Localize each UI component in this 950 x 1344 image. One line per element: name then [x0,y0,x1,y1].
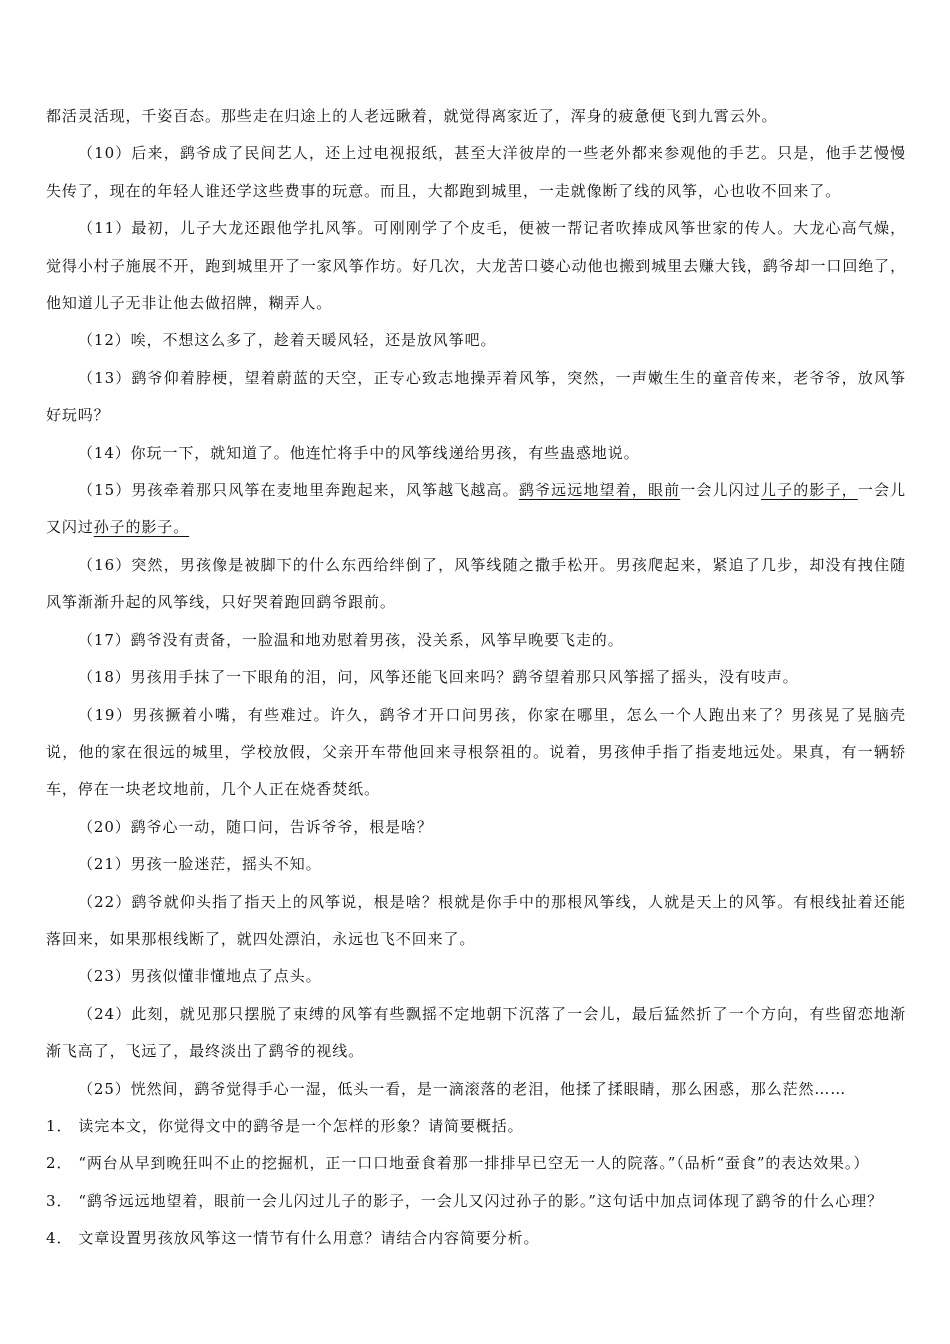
paragraph-23: （23）男孩似懂非懂地点了点头。 [78,967,322,986]
question-4 [46,1220,906,1257]
paragraph-21: （21）男孩一脸迷茫，摇头不知。 [78,855,322,874]
question-3 [46,1183,906,1220]
paragraph-15 [46,472,906,547]
paragraph-22: （22）鹞爷就仰头指了指天上的风筝说，根是啥？根就是你手中的那根风筝线，人就是天上的风筝。有根线扯着还能落回来，如果那根线断了，就四处漂泊，永远也飞不回来了。 [46,892,906,948]
paragraph-14: （14）你玩一下，就知道了。他连忙将手中的风筝线递给男孩，有些蛊惑地说。 [78,443,640,462]
question-number: 1． [46,1116,73,1135]
paragraph-19: （19）男孩撅着小嘴，有些难过。许久，鹞爷才开口问男孩，你家在哪里，怎么一个人跑出来了？男孩晃了晃脑壳说，他的家在很远的城里，学校放假，父亲开车带他回来寻根祭祖的。说着，男孩伸手指了指麦地远处。果真，有一辆轿车，停在一块老坟地前，几个人正在烧香焚纸。 [46,705,906,799]
paragraph-9-continued: 都活灵活现，千姿百态。那些走在归途上的人老远瞅着，就觉得离家近了，浑身的疲惫便飞到九霄云外。 [46,107,778,125]
paragraph-25: （25）恍然间，鹞爷觉得手心一湿，低头一看，是一滴滚落的老泪，他揉了揉眼睛，那么困惑，那么茫然…… [78,1079,847,1098]
paragraph-20: （20）鹞爷心一动，随口问，告诉爷爷，根是啥？ [78,817,433,836]
question-number: 3． [46,1191,73,1210]
paragraph-15-text-c: 一会儿又闪过 [46,481,906,537]
paragraph-24: （24）此刻，就见那只摆脱了束缚的风筝有些飘摇不定地朝下沉落了一会儿，最后猛然折了一个方向，有些留恋地渐渐飞高了，飞远了，最终淡出了鹞爷的视线。 [46,1004,906,1061]
paragraph-15-text-a: （15）男孩牵着那只风筝在麦地里奔跑起来，风筝越飞越高。 [78,481,519,500]
paragraph-16: （16）突然，男孩像是被脚下的什么东西给绊倒了，风筝线随之撒手松开。男孩爬起来，紧追了几步，却没有拽住随风筝渐渐升起的风筝线，只好哭着跑回鹞爷跟前。 [46,555,906,612]
underlined-phrase-grandson-shadow: 孙子的影子。 [93,518,190,537]
question-text: 读完本文，你觉得文中的鹞爷是一个怎样的形象？请简要概括。 [78,1116,524,1135]
question-number: 4． [46,1229,73,1248]
question-text: “两台从早到晚狂叫不止的挖掘机，正一口口地蚕食着那一排排早已空无一人的院落。”（品析“蚕食”的表达效果。） [78,1154,870,1173]
question-text: “鹞爷远远地望着，眼前一会儿闪过儿子的影子，一会儿又闪过孙子的影。”这句话中加点词体现了鹞爷的什么心理？ [78,1191,883,1210]
question-number: 2． [46,1154,73,1173]
paragraph-18: （18）男孩用手抹了一下眼角的泪，问，风筝还能飞回来吗？鹞爷望着那只风筝摇了摇头，没有吱声。 [78,668,799,687]
question-1 [46,1108,906,1145]
question-text: 文章设置男孩放风筝这一情节有什么用意？请结合内容简要分析。 [78,1229,540,1248]
paragraph-11: （11）最初，儿子大龙还跟他学扎风筝。可刚刚学了个皮毛，便被一帮记者吹捧成风筝世家的传人。大龙心高气燥，觉得小村子施展不开，跑到城里开了一家风筝作坊。好几次，大龙苦口婆心动他也搬到城里去赚大钱，鹞爷却一口回绝了，他知道儿子无非让他去做招牌，糊弄人。 [46,219,906,313]
underlined-phrase-son-shadow: 儿子的影子， [760,481,858,500]
paragraph-12: （12）唉，不想这么多了，趁着天暖风轻，还是放风筝吧。 [78,331,497,350]
question-2 [46,1145,906,1182]
paragraph-17: （17）鹞爷没有责备，一脸温和地劝慰着男孩，没关系，风筝早晚要飞走的。 [78,630,624,649]
paragraph-13: （13）鹞爷仰着脖梗，望着蔚蓝的天空，正专心致志地操弄着风筝，突然，一声嫩生生的童音传来，老爷爷，放风筝好玩吗？ [46,368,906,425]
underlined-phrase-watching: 鹞爷远远地望着，眼前 [518,481,681,500]
paragraph-15-text-b: 一会儿闪过 [680,481,761,500]
paragraph-10: （10）后来，鹞爷成了民间艺人，还上过电视报纸，甚至大洋彼岸的一些老外都来参观他的手艺。只是，他手艺慢慢失传了，现在的年轻人谁还学这些费事的玩意。而且，大都跑到城里，一走就像断了线的风筝，心也收不回来了。 [46,144,906,200]
